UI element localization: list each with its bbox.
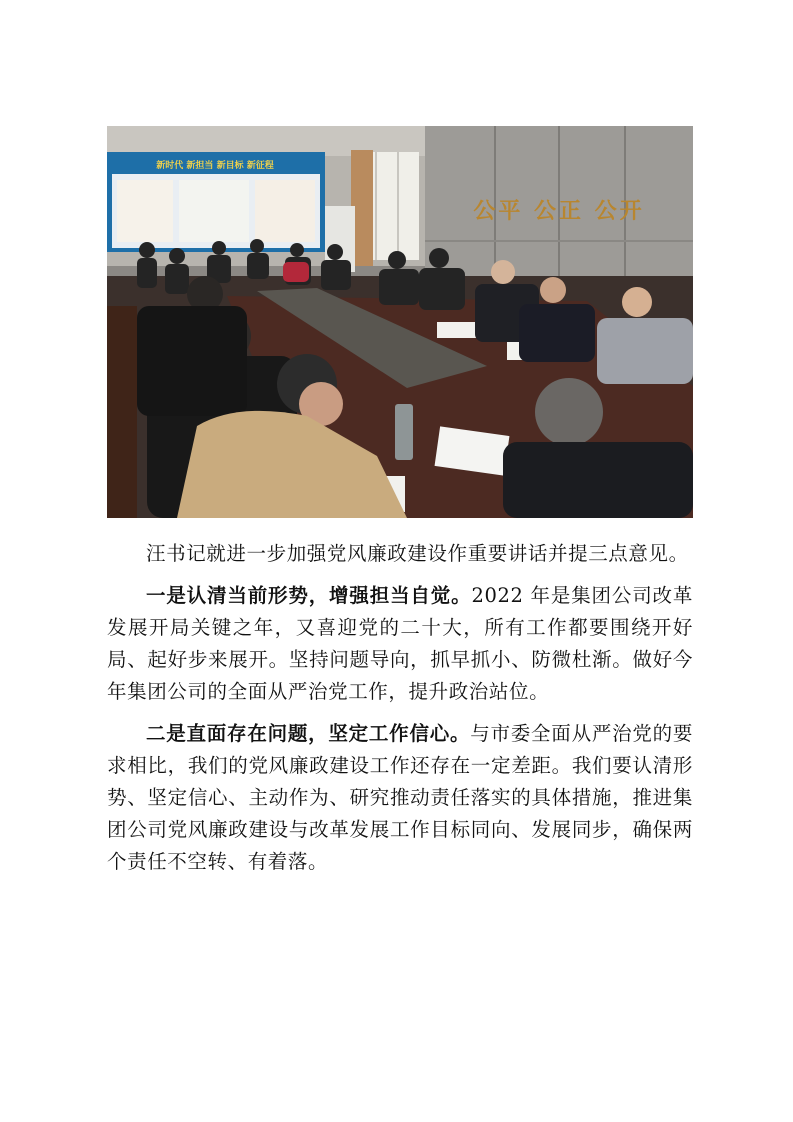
article-body [107, 538, 693, 878]
paragraph-point-one [107, 580, 693, 708]
paragraph-intro [107, 538, 693, 570]
wall-calligraphy: 公平 公正 公开 [473, 198, 645, 224]
point-two-text: 与市委全面从严治党的要求相比，我们的党风廉政建设工作还存在一定差距。我们要认清形势、坚定信心、主动作为、研究推动责任落实的具体措施，推进集团公司党风廉政建设与改革发展工作目标同向、发展同步，确保两个责任不空转、有着落。 [107, 722, 693, 873]
board-banner-text: 新时代 新担当 新目标 新征程 [156, 161, 274, 171]
paragraph-intro-text: 汪书记就进一步加强党风廉政建设作重要讲话并提三点意见。 [146, 542, 689, 565]
notice-board [107, 152, 325, 252]
meeting-photo [107, 126, 693, 518]
point-one-text: 2022 年是集团公司改革发展开局关键之年，又喜迎党的二十大，所有工作都要围绕开好局、起好步来展开。坚持问题导向，抓早抓小、防微杜渐。做好今年集团公司的全面从严治党工作，提升政治站位。 [107, 584, 693, 703]
point-two-heading: 二是直面存在问题，坚定工作信心。 [146, 722, 471, 745]
point-one-heading: 一是认清当前形势，增强担当自觉。 [146, 584, 472, 607]
paragraph-point-two [107, 718, 693, 878]
